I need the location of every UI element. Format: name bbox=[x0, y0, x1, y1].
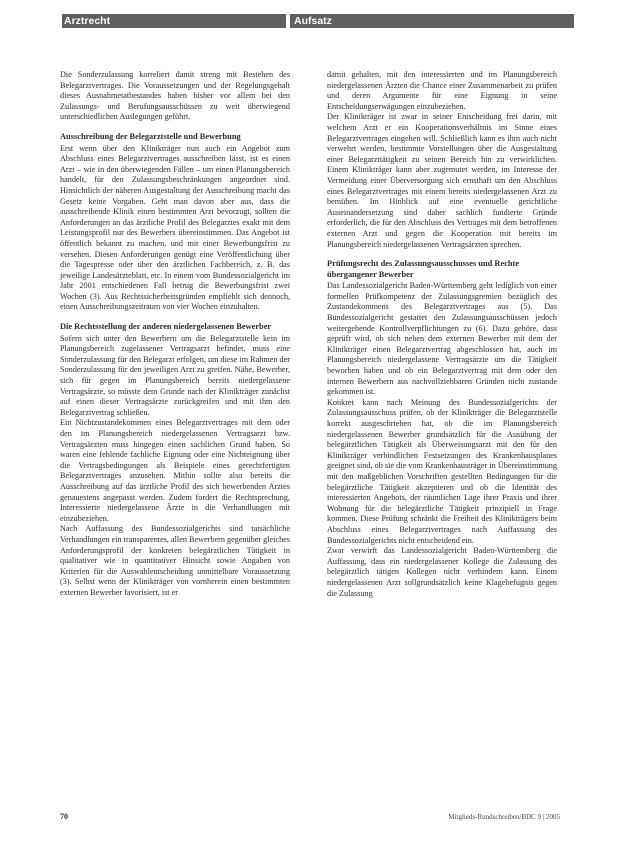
page-footer bbox=[60, 812, 560, 824]
section-label-arztrecht: Arztrecht bbox=[64, 15, 111, 27]
paragraph: damit gehalten, mit den interessierten und im Planungsbereich niedergelassenen Ärzten die Chance einer Zusammenarbeit zu prüfen und deren Argumente für eine Eignung in seine Entscheidungserwägungen einzubeziehen. bbox=[327, 70, 557, 111]
paragraph: Erst wenn über den Klinikträger nun auch ein Angebot zum Abschluss eines Belegarztvertrages ausschreiben lässt, ist es einen Arzt – wie in den überwiegenden Fällen – um einen Planungsbereich handelt, für den Zulassungsbeschränkungen angeordnet sind. Hinsichtlich der näheren Ausgestaltung der Ausschreibung macht das Gesetz keine Vorgaben. Geht man davon aber aus, dass die ausschreibende Klinik einen bestimmten Arzt bevorzugt, sollten die Anforderungen an das ärztliche Profil des Belegarztes exakt mit dem Leistungsprofil nur des Bewerbers übereinstimmen. Das Angebot ist öffentlich bekannt zu machen, und mit einer Bewerbungsfrist zu versehen. Diesen Anforderungen genügt eine Veröffentlichung über die Tagespresse oder über den ärztlichen Fachbereich, z. B. das jeweilige Landesärzteblatt, etc. In einem vom Bundessozialgericht im Jahr 2001 entschiedenen Fall betrug die Bewerbungsfrist zwei Wochen (3). Aus Rechtssicherheitsgründen empfiehlt sich dennoch, einen Ausschreibungszeitraum von vier Wochen einzuhalten. bbox=[60, 143, 290, 312]
paragraph: Konkret kann nach Meinung des Bundessozialgerichts der Zulassungsausschuss prüfen, ob der Klinikträger die Belegarztstelle korrekt ausgeschrieben hat, ob die im Planungsbereich niedergelassenen Bewerber grundsätzlich für die Ausübung der belegärztlichen Tätigkeit als Überweisungsarzt mit den für den Klinikträger verbindlichen Festsetzungen des Krankenhausplanes geeignet sind, ob sie die vom Krankenhausträger in Übereinstimmung mit den maßgeblichen Vorschriften gestellten Bedingungen für die belegärztliche Tätigkeit akzeptieren und ob die Identität des interessierten Angebots, der räumlichen Lage ihrer Praxis und ihrer Wohnung für die belegärztliche Tätigkeit prinzipiell in Frage kommen. Diese Prüfung schränkt die Freiheit des Klinikträgers beim Abschluss eines Belegarztvertrages nach Auffassung des Bundessozialgerichts nicht entscheidend ein. bbox=[327, 397, 557, 545]
section-bar-right bbox=[290, 14, 574, 28]
paragraph: Der Klinikträger ist zwar in seiner Entscheidung frei darin, mit welchem Arzt er ein Kooperationsverhältnis im Sinne eines Belegarztvertrages eingehen will. Schließlich kann es ihm auch nicht verwehrt werden, bestimmte Vorstellungen über die Ausgestaltung einer Belegarzttätigkeit zu seinen Bereich hin zu verwirklichen. Einem Klinikträger kann aber zugemutet werden, im Interesse der Vermeidung einer Überversorgung sich ernsthaft um den Abschluss eines Belegarztvertrages mit einem bereits niedergelassenen Arzt zu bemühen. Im Hinblick auf eine eventuelle gerichtliche Auseinandersetzung sind daher sachlich fundierte Gründe erforderlich, die für den Abschluss des Vertrages mit dem betroffenen externen Arzt und gegen die Kooperation mit bereits im Planungsbereich niedergelassenen Vertragsärzten sprechen. bbox=[327, 112, 557, 249]
paragraph: Nach Auffassung des Bundessozialgerichts sind tatsächliche Verhandlungen ein transparentes, allen Bewerbern gegenüber gleiches Anforderungsprofil der konkreten belegärztlichen Tätigkeit in qualitativer wie in quantitativer Hinsicht sowie Angaben von Kriterien für die Auswahlentscheidung unmittelbare Voraussetzung (3). Selbst wenn der Klinikträger von vornherein einen bestimmten externen Bewerber favorisiert, ist er bbox=[60, 524, 290, 597]
left-column bbox=[60, 70, 290, 599]
section-heading: Prüfungsrecht des Zulassungsausschusses und Rechte übergangener Bewerber bbox=[327, 259, 520, 279]
right-column bbox=[327, 70, 557, 599]
paragraph: Zwar verwirft das Landessozialgericht Baden-Württemberg die Auffassung, dass ein niedergelassener Kollege die Zulassung des belegärztlich tätigen Kollegen nicht verhindern kann. Einem niedergelassenen Arzt sollgrundsätzlich keine Klagebefugnis gegen die Zulassung bbox=[327, 546, 557, 598]
paragraph: Das Landessozialgericht Baden-Württemberg geht lediglich von einer formellen Prüfkompetenz der Zulassungsgremien bezüglich des Zustandekommens des Belegarztvertrages aus (5). Das Bundessozialgericht gestattet den Zulassungsausschüssen jedoch weitergehende Kontrollverpflichtungen zu (6). Dazu gehöre, dass geprüft wird, ob sich neben dem externen Bewerber mit dem der Klinikträger einen Belegarztvertrag abgeschlossen hat, auch im Planungsbereich niedergelassene Vertragsärzte um die Tätigkeit beworben haben und ob ein Belegarztvertrag mit dem oder den internen Bewerbern aus nachvollziehbaren Gründen nicht zustande gekommen ist. bbox=[327, 281, 557, 397]
paragraph: Die Sonderzulassung korreliert damit streng mit Bestehen des Belegarztvertrages. Die Voraussetzungen und der Regelungsgehalt dieses Ausnahmetatbestandes haben bisher vor allem bei den Zulassungs- und Berufungsausschüssen zu weit überwiegend unterschiedlichen Auslegungen geführt. bbox=[60, 70, 290, 122]
page-header bbox=[62, 14, 574, 28]
page-number: 70 bbox=[60, 812, 68, 821]
section-heading: Die Rechtsstellung der anderen niedergelassenen Bewerber bbox=[60, 322, 272, 332]
section-heading: Ausschreibung der Belegarztstelle und Bewerbung bbox=[60, 131, 241, 141]
paragraph: Ein Nichtzustandekommen eines Belegarztvertrages mit dem oder den im Planungsbereich niedergelassenen Vertragsarzt bzw. Vertragsärzten muss hingegen einen sachlichen Grund haben. So waren eine fehlende fachliche Eignung oder eine Nichteignung über die Vertragsbedingungen als Beispiele eines gerechtfertigten Belegarztvertrages anzusehen. Mithin sollte also bereits die Ausschreibung auf das ärztliche Profil des sich bewerbenden Arztes genauestens angepasst werden. Zudem fordert die Rechtsprechung, Interessierte niedergelassene Ärzte in die Verhandlungen mit einzubeziehen. bbox=[60, 418, 290, 523]
publication-source: Mitglieds-Rundschreiben/BDC 9 | 2005 bbox=[448, 813, 560, 821]
section-label-aufsatz: Aufsatz bbox=[294, 15, 332, 27]
paragraph: Sofern sich unter den Bewerbern um die Belegarztstelle kein im Planungsbereich zugelassener Vertragsarzt befindet, muss eine Sonderzulassung für den Belegarzt erfolgen, um diese im Rahmen der Sonderzulassung für den jeweiligen Arzt zu greifen. Nähe, Bewerber, sich für gegen im Planungsbereich bereits niedergelassene Vertragsärzte, so müsste dem Grunde nach der Klinikträger zunächst auf einen dieser Vertragsärzte zurückgreifen und mit ihm den Belegarztvertrag schließen. bbox=[60, 333, 290, 417]
